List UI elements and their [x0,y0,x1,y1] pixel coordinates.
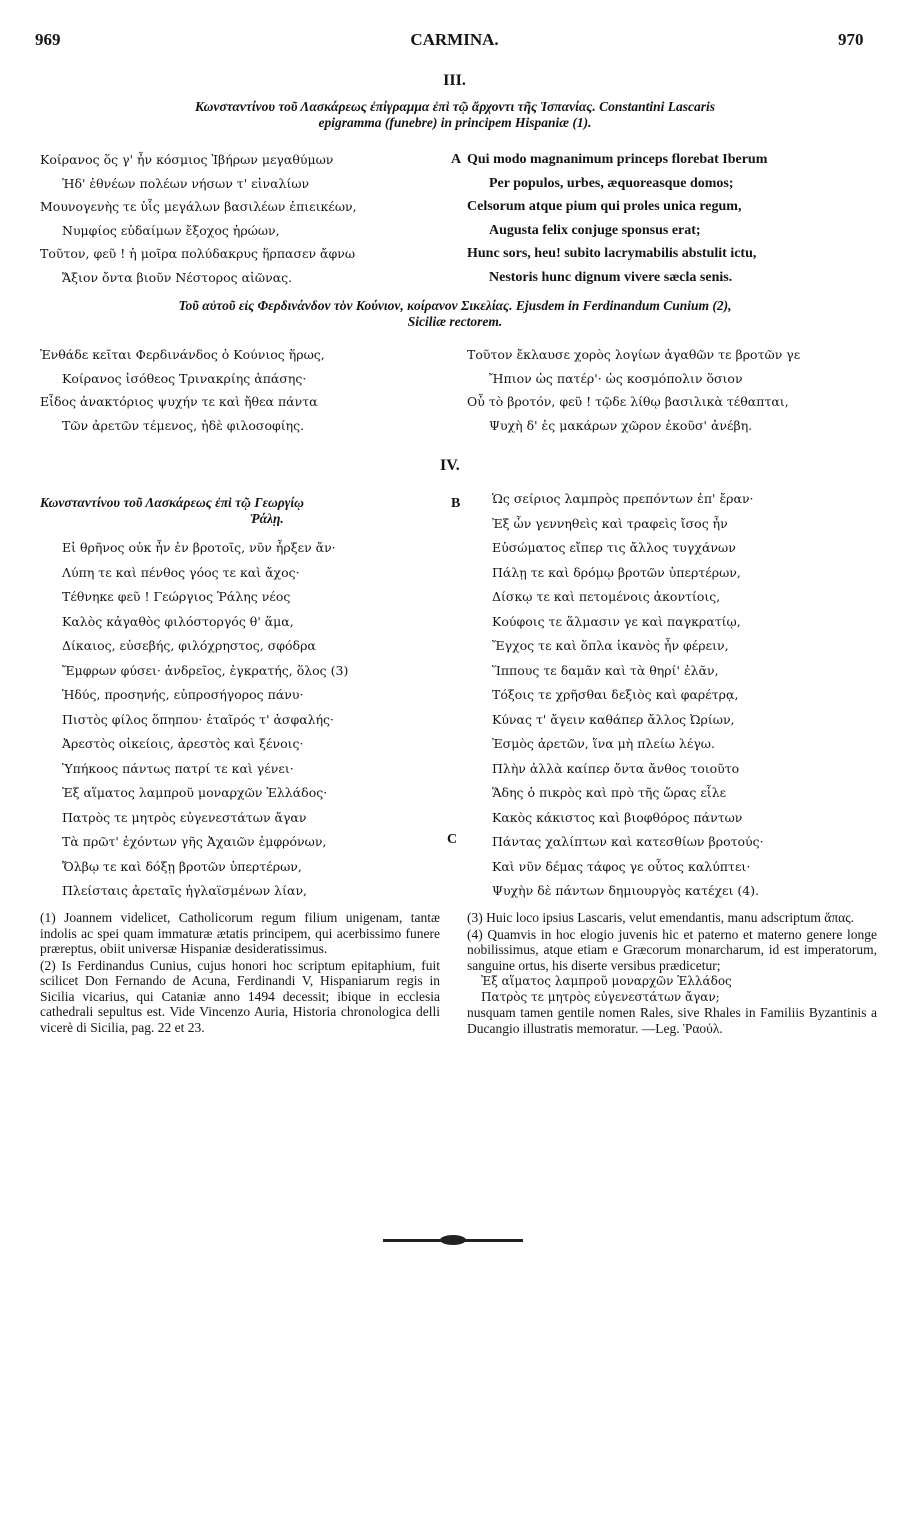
greek-verse: Πατρὸς τε μητρὸς εὐγενεστάτων ἄγαν [62,809,307,825]
section-4-numeral: IV. [440,457,460,474]
greek-verse: Νυμφίος εὐδαίμων ἔξοχος ἡρώων, [62,222,280,238]
footnote-3: (3) Huic loco ipsius Lascaris, velut emendantis, manu adscriptum ἅπας. [467,910,854,925]
footnote-1: (1) Joannem videlicet, Catholicorum regum filium unigenam, tantæ indolis ac spei quam immaturæ ætatis principem, qui acerbissimo funere præreptus, obiit universæ Hispaniæ desideratissimus. [40,910,440,956]
greek-verse: Κοίρανος ἰσόθεος Τρινακρίης ἁπάσης· [62,370,307,386]
running-head: CARMINA. [410,30,499,49]
latin-verse: Qui modo magnanimum princeps florebat Iberum [467,152,768,167]
greek-verse: Ἔμφρων φύσει· ἀνδρεῖος, ἐγκρατής, ὅλος (3) [62,662,349,678]
greek-verse: Οὗ τὸ βροτόν, φεῦ ! τῷδε λίθῳ βασιλικὰ τέθαπται, [467,394,789,409]
greek-verse: Ψυχὴ δ' ἐς μακάρων χῶρον ἐκοῦσ' ἀνέβη. [489,417,753,433]
greek-verse: Δίκαιος, εὐσεβής, φιλόχρηστος, σφόδρα [62,638,316,653]
section-4-title-line1: Κωνσταντίνου τοῦ Λασκάρεως ἐπὶ τῷ Γεωργίῳ [40,495,304,510]
greek-verse: Πάντας χαλίπτων καὶ κατεσθίων βροτούς· [492,834,764,849]
greek-verse: Μουνογενὴς τε ὑἷς μεγάλων βασιλέων ἐπιεικέων, [40,199,357,214]
greek-verse: Τόξοις τε χρῆσθαι δεξιὸς καὶ φαρέτρᾳ, [492,687,739,702]
section-3-title [30,99,880,131]
greek-verse: Πλὴν ἀλλὰ καίπερ ὄντα ἄνθος τοιοῦτο [492,760,740,776]
greek-verse: Πιστὸς φίλος ὅπηπου· ἑταῖρός τ' ἀσφαλής· [62,711,335,727]
section-3-subtitle-line1: Τοῦ αὐτοῦ εἰς Φερδινάνδον τὸν Κούνιον, κοίρανον Σικελίας. Ejusdem in Ferdinandum Cunium (2), [178,298,732,313]
section-4-title-line2: Ῥάλῃ. [250,511,284,526]
end-rule-ornament [440,1235,466,1245]
latin-verse: Hunc sors, heu! subito lacrymabilis abstulit ictu, [467,246,757,261]
latin-verse: Nestoris hunc dignum vivere sæcla senis. [489,269,733,285]
page-number-left: 969 [35,30,61,49]
greek-verse: Κούφοις τε ἅλμασιν γε καὶ παγκρατίῳ, [492,613,741,629]
footnotes-left [40,910,440,1036]
greek-verse: Καὶ νῦν δέμας τάφος γε οὗτος καλύπτει· [492,858,751,874]
greek-verse: Εὐσώματος εἴπερ τις ἄλλος τυγχάνων [492,540,736,555]
greek-verse: Τὰ πρῶτ' ἐχόντων γῆς Ἀχαιῶν ἐμφρόνων, [62,834,327,849]
footnotes-right [467,910,877,1037]
greek-verse: Ὄλβῳ τε καὶ δόξῃ βροτῶν ὑπερτέρων, [62,858,302,874]
greek-verse: Ἅδης ὁ πικρὸς καὶ πρὸ τῆς ὥρας εἷλε [492,785,727,800]
greek-verse: Ἐξ αἵματος λαμπροῦ μοναρχῶν Ἑλλάδος· [62,785,328,800]
footnote-4: (4) Quamvis in hoc elogio juvenis hic et paterno et materno genere longe nobilissimus, atque etiam e Græcorum monarcharum, id est imperatorum, sanguine ortus, his diserte versibus prædicetur; [467,926,877,973]
greek-verse: Ἠδ' ἐθνέων πολέων νήσων τ' εἰναλίων [62,175,310,191]
greek-verse: Τοῦτον ἔκλαυσε χορὸς λογίων ἀγαθῶν τε βροτῶν γε [467,347,801,362]
greek-verse: Καλὸς κἀγαθὸς φιλόστοργός θ' ἅμα, [62,613,294,629]
greek-verse: Κακὸς κάκιστος καὶ βιοφθόρος πάντων [492,809,743,825]
latin-verse: Per populos, urbes, æquoreasque domos; [489,175,734,191]
section-3-title-line2: epigramma (funebre) in principem Hispaniæ (1). [318,115,592,130]
marginal-letter-a: A [451,152,462,167]
section-4-left-column [62,536,442,904]
latin-verse: Augusta felix conjuge sponsus erat; [489,222,701,238]
section-4-title [40,495,440,527]
greek-verse: Πάλῃ τε καὶ δρόμῳ βροτῶν ὑπερτέρων, [492,564,741,580]
greek-verse: Ἐνθάδε κεῖται Φερδινάνδος ὁ Κούνιος ἥρως, [40,347,325,362]
greek-verse: Ἔγχος τε καὶ ὅπλα ἱκανὸς ἦν φέρειν, [492,638,729,653]
section-3-subtitle [30,298,880,330]
greek-verse: Ὑπήκοος πάντως πατρί τε καὶ γένει· [62,760,294,776]
greek-verse: Εἶδος ἀνακτόριος ψυχήν τε καὶ ἤθεα πάντα [40,394,318,409]
section-3-numeral: III. [443,72,466,89]
greek-verse: Κοίρανος ὅς γ' ἦν κόσμιος Ἰβήρων μεγαθύμων [40,152,334,167]
section-3-subtitle-line2: Siciliæ rectorem. [407,314,503,329]
greek-verse: Ἤπιον ὡς πατέρ'· ὡς κοσμόπολιν ὅσιον [489,370,743,386]
section-3-title-line1: Κωνσταντίνου τοῦ Λασκάρεως ἐπίγραμμα ἐπὶ τῷ ἄρχοντι τῆς Ἱσπανίας. Constantini Lascaris [195,99,715,114]
greek-verse: Ἀρεστὸς οἰκείοις, ἀρεστὸς καὶ ξένοις· [62,736,304,751]
greek-verse: Ἄξιον ὄντα βιοῦν Νέστορος αἰῶνας. [62,269,293,285]
section-3-epitaph-right [467,343,879,437]
section-4-right-column [492,487,880,904]
section-3-epitaph-left [40,343,460,437]
footnote-4-greek-1: Ἐξ αἵματος λαμπροῦ μοναρχῶν Ἑλλάδος [481,974,732,988]
page-number-right: 970 [838,30,864,49]
greek-verse: Ἡδύς, προσηνής, εὐπροσήγορος πάνυ· [62,687,304,702]
greek-verse: Τοῦτον, φεῦ ! ἡ μοῖρα πολύδακρυς ἥρπασεν ἄφνω [40,246,356,261]
greek-verse: Τῶν ἀρετῶν τέμενος, ἠδὲ φιλοσοφίης. [62,417,305,433]
section-3-latin-column [467,148,877,289]
greek-verse: Ὡς σείριος λαμπρὸς πρεπόντων ἐπ' ἔραν· [492,491,754,506]
latin-verse: Celsorum atque pium qui proles unica regum, [467,199,742,214]
greek-verse: Τέθνηκε φεῦ ! Γεώργιος Ῥάλης νέος [62,589,291,604]
greek-verse: Εἰ θρῆνος οὐκ ἦν ἐν βροτοῖς, νῦν ἦρξεν ἄν· [62,540,336,555]
greek-verse: Πλείσταις ἀρεταῖς ἠγλαϊσμένων λίαν, [62,883,308,898]
section-3-greek-column [40,148,448,289]
greek-verse: Κύνας τ' ἄγειν καθάπερ ἄλλος Ὠρίων, [492,711,735,727]
greek-verse: Λύπη τε καὶ πένθος γόος τε καὶ ἄχος· [62,564,300,580]
greek-verse: Ψυχὴν δὲ πάντων δημιουργὸς κατέχει (4). [492,883,760,898]
greek-verse: Ἐσμὸς ἀρετῶν, ἵνα μὴ πλείω λέγω. [492,736,715,751]
footnote-2: (2) Is Ferdinandus Cunius, cujus honori hoc scriptum epitaphium, fuit scilicet Don Fernando de Acuna, Ferdinandi V, Hispaniarum regis in Sicilia vicarius, qui Cataniæ anno 1494 decessit; ibique in ecclesia cathedrali sepultus est. Vide Vincenzo Auria, Historia chronologica delli vicerè di Sicilia, pag. 22 et 23. [40,957,440,1035]
marginal-letter-c: C [447,832,458,847]
greek-verse: Ἐξ ὧν γεννηθεὶς καὶ τραφεὶς ἴσος ἦν [492,515,728,531]
footnote-4-continued: nusquam tamen gentile nomen Rales, sive Rhales in Familiis Byzantinis a Ducangio illustratis memoratur. —Leg. Ῥαούλ. [467,1005,877,1036]
greek-verse: Δίσκῳ τε καὶ πετομένοις ἀκοντίοις, [492,589,721,604]
marginal-letter-b: B [451,496,461,511]
greek-verse: Ἵππους τε δαμᾶν καὶ τὰ θηρί' ἐλᾶν, [492,662,719,678]
footnote-4-greek-2: Πατρὸς τε μητρὸς εὐγενεστάτων ἄγαν; [481,989,720,1004]
